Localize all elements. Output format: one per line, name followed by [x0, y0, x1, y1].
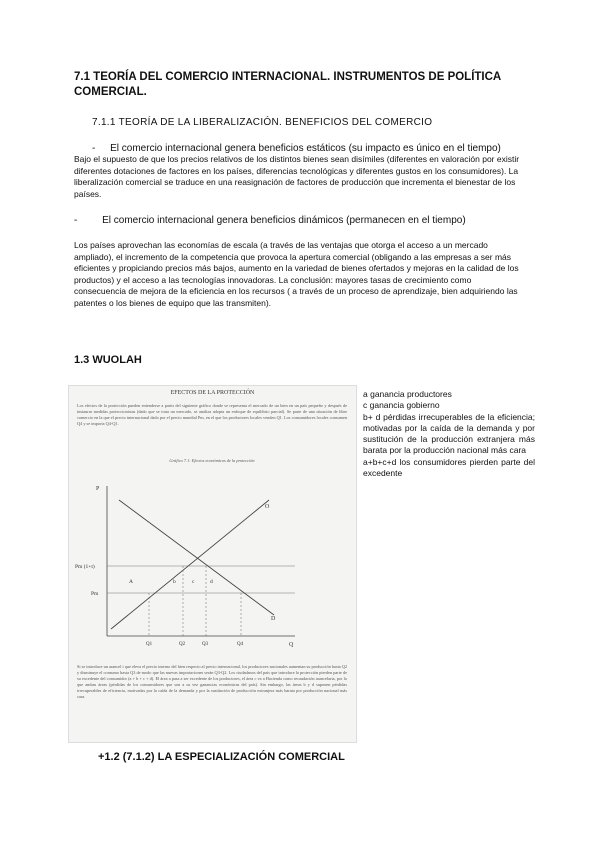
label-q4: Q4 [237, 642, 244, 647]
scan-title: EFECTOS DE LA PROTECCIÓN [170, 390, 255, 396]
label-area-a: A [129, 579, 133, 585]
note-producers: a ganancia productores [363, 389, 452, 399]
section-heading-especializacion: +1.2 (7.1.2) LA ESPECIALIZACIÓN COMERCIAL [98, 751, 345, 763]
section-heading-wuolah: 1.3 WUOLAH [74, 354, 142, 366]
scanned-figure [68, 385, 357, 743]
bullet-marker: - [92, 143, 96, 154]
label-p: P [96, 486, 100, 492]
bullet-marker: - [74, 215, 78, 226]
bullet-dynamic-text: El comercio internacional genera beneficios dinámicos (permanecen en el tiempo) [102, 215, 466, 226]
bullet-dynamic-benefits [74, 214, 466, 227]
scan-outro-text: Si se introduce un arancel t que eleva el precio interno del bien respecto al precio internacional, los productores nacionales aumentan su producción hasta Q2 y disminuye el consumo hasta Q3 de modo que las nuevas importaciones serán Q3-Q2. Los ciudadanos del país que introduce la protección pierden parte de su excedente del consumidor (a + b + c + d). El área a pasa a ser excedente de los productores, el área c va a Hacienda como recaudación arancelaria, por lo que ambas áreas (pérdidas de los consumidores que son a su vez ganancias económicas del país). Sin embargo, las áreas b y d suponen pérdidas irrecuperables de eficiencia, motivadas por la caída de la demanda y por la sustitución de producción extranjera más barata por producción nacional más cara. [77, 664, 348, 699]
label-o: O [265, 504, 270, 510]
label-q3: Q3 [202, 642, 209, 647]
note-efficiency-loss: b+ d pérdidas irrecuperables de la eficiencia; motivadas por la caída de la demanda y por sustitución de la producción extranjera más barata por la producción nacional más cara [363, 411, 535, 456]
label-area-b: b [173, 579, 176, 585]
label-q1: Q1 [146, 642, 153, 647]
note-consumers: a+b+c+d los consumidores pierden parte del excedente [363, 456, 535, 479]
scan-intro-text: Los efectos de la protección pueden entenderse a partir del siguiente gráfico donde se representa el mercado de un bien en un país pequeño y después de instaurar medidas proteccionistas (dado que se trata un mercado, se analiza adopta un enfoque de equilibrio parcial). Se parte de una situación de libre comercio en la que el precio internacional dado por el precio mundial Pm, en el que los productores locales venden Q1. Los consumidores locales consumen Q4 y se importa Q4-Q1. [77, 403, 347, 426]
paragraph-dynamic-benefits: Los países aprovechan las economías de escala (a través de las ventajas que otorga el acceso a un mercado ampliado), el incremento de la competencia que provoca la apertura comercial (obligando a las empresas a ser más eficientes y propiciando precios más bajos, aumento en la variedad de bienes ofertados y mejoras en la calidad de los productos) y el acceso a las tecnologías innovadoras. La conclusión: mayores tasas de crecimiento como consecuencia de mejora de la eficiencia en los recursos ( a través de un proceso de aprendizaje, bien adquiriendo las patentes o los bienes de equipo que las transmiten). [74, 240, 519, 308]
side-notes [363, 389, 535, 479]
label-area-c: c [192, 579, 195, 585]
supply-curve [111, 500, 269, 629]
section-heading: 7.1 TEORÍA DEL COMERCIO INTERNACIONAL. INSTRUMENTOS DE POLÍTICA COMERCIAL. [74, 71, 501, 98]
label-q2: Q2 [179, 642, 186, 647]
paragraph-static-benefits: Bajo el supuesto de que los precios relativos de los distintos bienes sean disímiles (diferentes en valoración por existir diferentes dotaciones de factores en los países, diferencias tecnológicas y diferentes gustos en los consumidores). La liberalización comercial se traduce en una reasignación de factores de producción que incrementa el bienestar de los países. [74, 154, 520, 199]
subsection-heading: 7.1.1 TEORÍA DE LA LIBERALIZACIÓN. BENEFICIOS DEL COMERCIO [92, 117, 433, 128]
scan-caption: Gráfico 7.1: Efectos económicos de la protección [169, 458, 255, 463]
demand-curve [119, 500, 274, 615]
label-q: Q [289, 642, 294, 648]
bullet-static-text: El comercio internacional genera beneficios estáticos (su impacto es único en el tiempo) [110, 143, 501, 154]
label-pm: Pm [91, 591, 99, 597]
label-d: D [271, 616, 276, 622]
label-pm-tariff: Pm (1+t) [75, 564, 95, 570]
note-government: c ganancia gobierno [363, 400, 440, 411]
label-area-d: d [210, 579, 213, 585]
